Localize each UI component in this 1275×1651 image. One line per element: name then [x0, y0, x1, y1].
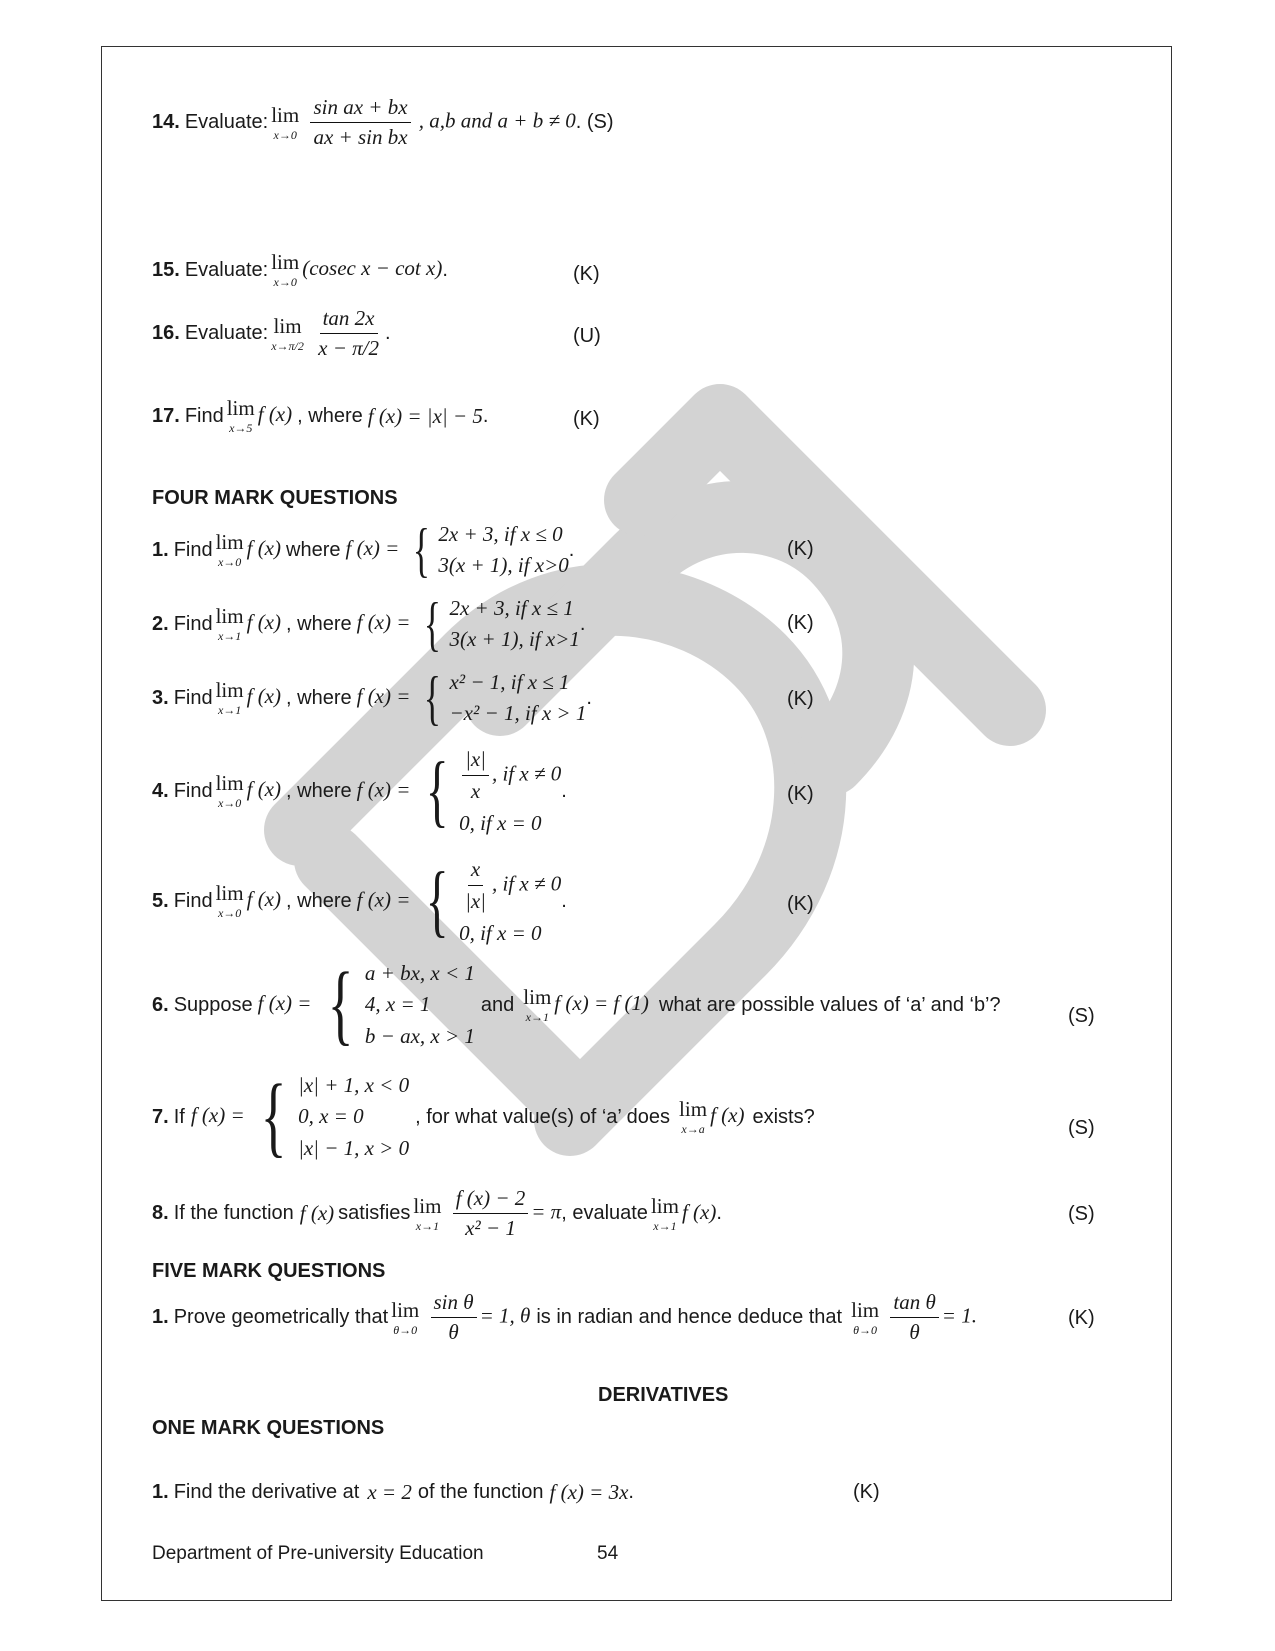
page-number: 54 — [597, 1543, 619, 1564]
fx-2: f (x) — [681, 1199, 717, 1224]
q-tag: (S) — [1068, 1005, 1095, 1027]
expression: (cosec x − cot x) — [302, 255, 443, 280]
q-number: 5. — [152, 889, 169, 912]
five-q-1: 1. Prove geometrically that lim θ→0 $\frac{\text{sin θ}}{\theta}$ = 1, θ is in radian and hence deduce that lim θ→0 $\frac{\text{tan θ}}{\theta}$ = 1. — [152, 1290, 977, 1344]
lhs: f (x) = — [257, 990, 312, 1015]
limit-sub: x→5 — [229, 421, 253, 435]
definition: f (x) = 3x — [549, 1480, 629, 1504]
case-2: 3(x + 1), if x>0 — [438, 553, 569, 577]
case-cond: , if x ≠ 0 — [491, 871, 562, 896]
frac-den: |x| — [465, 889, 486, 914]
case-1: |x| + 1, x < 0 — [298, 1073, 410, 1098]
q-tag: (S) — [1068, 1117, 1095, 1139]
q-tail: . — [579, 612, 586, 635]
frac-den: x² − 1 — [465, 1216, 516, 1240]
q-number: 8. — [152, 1202, 169, 1224]
case-1: a + bx, x < 1 — [364, 961, 475, 986]
q-tail: . — [482, 404, 489, 427]
limit-operator: lim x→0 — [271, 102, 300, 142]
q-text: Find — [173, 612, 213, 635]
case-1: 2x + 3, if x ≤ 1 — [449, 595, 574, 620]
q-number: 6. — [152, 993, 169, 1016]
four-q-7: 7. If f (x) = { |x| + 1, x < 0 0, x = 0 |x| − 1, x > 0 , for what value(s) of ‘a’ does lim x→a f (x) exists? — [152, 1067, 815, 1166]
frac-num: |x| — [462, 746, 489, 776]
q-number: 4. — [152, 779, 169, 802]
limit-sub-2: x→1 — [653, 1218, 677, 1233]
four-q-5: 5. Find lim x→0 f (x) , where f (x) = { $\frac{x}{|x|}$ , if x ≠ 0 0, if x = 0 . — [152, 857, 567, 946]
frac-num: f (x) − 2 — [453, 1186, 529, 1214]
case-2: 4, x = 1 — [364, 992, 431, 1017]
limit-sub: x→0 — [217, 555, 242, 569]
q-text: Find — [173, 686, 213, 709]
case-2: 0, if x = 0 — [459, 920, 542, 945]
fx: f (x) — [246, 887, 282, 912]
section-heading-derivatives: DERIVATIVES — [598, 1384, 729, 1406]
q-mid: , where — [297, 404, 363, 427]
q-tail: . — [561, 779, 567, 802]
q-tail: . — [568, 538, 575, 561]
four-q-1: 1. Find lim x→0 f (x) where f (x) = { 2x + 3, if x ≤ 0 3(x + 1), if x>0 . — [152, 517, 575, 583]
limit-sub: x→1 — [217, 703, 242, 717]
q-tag: (K) — [787, 688, 814, 710]
case-2: 0, if x = 0 — [459, 810, 542, 835]
q-number: 16. — [152, 322, 180, 344]
frac-num: sin ax + bx — [310, 95, 410, 123]
case-1 — [459, 746, 561, 806]
q-mid: and — [480, 993, 515, 1016]
four-q-6: 6. Suppose f (x) = { a + bx, x < 1 4, x = 1 b − ax, x > 1 and lim x→1 f (x) = f (1) what are possible values of ‘a’ and ‘b’? — [152, 955, 1001, 1054]
q-mid: , where — [286, 612, 352, 635]
q-text: Evaluate: — [184, 111, 269, 133]
q-number: 1. — [152, 538, 169, 561]
lhs: f (x) = — [356, 777, 411, 802]
q-number: 15. — [152, 258, 180, 281]
case-3: |x| − 1, x > 0 — [298, 1135, 410, 1160]
frac-den: θ — [448, 1320, 459, 1344]
q-text: Prove geometrically that — [173, 1306, 389, 1328]
case-2: 0, x = 0 — [298, 1104, 364, 1129]
q-text: If — [173, 1105, 185, 1128]
four-q-2: 2. Find lim x→1 f (x) , where f (x) = { 2x + 3, if x ≤ 1 3(x + 1), if x>1 . — [152, 591, 586, 657]
q-number: 1. — [152, 1481, 169, 1503]
q-number: 3. — [152, 686, 169, 709]
case-2: 3(x + 1), if x>1 — [449, 627, 580, 651]
fx: f (x) — [246, 777, 282, 802]
q-mid: , for what value(s) of ‘a’ does — [415, 1105, 671, 1128]
frac-num: sin θ — [431, 1290, 477, 1318]
limit-sub: x→0 — [217, 796, 242, 811]
fx: f (x) — [710, 1102, 745, 1127]
limit-sub: x→π/2 — [271, 338, 304, 353]
frac-num: x — [468, 856, 483, 886]
q-text: Find — [184, 404, 224, 427]
fx: f (x) — [299, 1201, 335, 1225]
limit-sub: x→a — [681, 1122, 705, 1136]
fraction — [310, 95, 410, 150]
q-mid: , where — [286, 779, 352, 802]
section-heading-one-mark: ONE MARK QUESTIONS — [152, 1417, 385, 1439]
q-tag: (K) — [787, 893, 814, 915]
question-16: 16. Evaluate: lim x→π/2 $\frac{\tan 2x}{x - \pi/2}$ . — [152, 306, 391, 360]
limit-sub-2: θ→0 — [853, 1322, 878, 1337]
q-text: Find — [173, 779, 213, 802]
limit-sub: x→0 — [273, 127, 297, 142]
frac-den-2: θ — [909, 1320, 920, 1344]
q-text: Find the derivative at — [173, 1481, 360, 1503]
q-mid-2: , evaluate — [561, 1202, 648, 1224]
limit-sub: x→0 — [217, 906, 242, 921]
four-q-4: 4. Find lim x→0 f (x) , where f (x) = { $\frac{|x|}{x}$ , if x ≠ 0 0, if x = 0 . — [152, 747, 567, 836]
fx: f (x) — [246, 535, 282, 560]
question-15: 15. Evaluate: lim x→0 (cosec x − cot x) . — [152, 250, 448, 289]
case-2: −x² − 1, if x > 1 — [449, 701, 587, 725]
limit-sub: x→1 — [415, 1218, 440, 1233]
question-17: 17. Find lim x→5 f (x) , where f (x) = |x| − 5 . — [152, 396, 489, 435]
frac-num-2: tan θ — [890, 1290, 938, 1318]
q-tag: (K) — [787, 538, 814, 560]
fx: f (x) — [246, 609, 282, 634]
q-tag: (K) — [573, 408, 600, 430]
fx: f (x) — [257, 401, 293, 426]
case-1 — [459, 856, 561, 916]
q-tail: . — [586, 686, 592, 709]
q-number: 1. — [152, 1306, 169, 1328]
equals-2: = 1. — [941, 1303, 977, 1328]
one-q-1 — [152, 1480, 634, 1505]
condition: , a,b and a + b ≠ 0 — [418, 108, 576, 133]
case-1: x² − 1, if x ≤ 1 — [449, 669, 570, 694]
q-text: Evaluate: — [184, 322, 269, 344]
q-mid: , where — [286, 889, 352, 912]
q-tail: exists? — [752, 1105, 815, 1128]
q-tag: . (S) — [575, 111, 614, 133]
q-mid: of the function — [417, 1481, 544, 1503]
frac-den: x — [470, 779, 481, 804]
q-number: 2. — [152, 612, 169, 635]
frac-den: ax + sin bx — [313, 125, 408, 149]
q-tail: . — [384, 322, 391, 344]
footer-department: Department of Pre-university Education — [152, 1543, 484, 1564]
question-14 — [152, 95, 614, 150]
section-heading-four-mark: FOUR MARK QUESTIONS — [152, 487, 398, 509]
limit-expr: f (x) = f (1) — [554, 990, 649, 1015]
fx: f (x) — [246, 683, 282, 708]
limit-sub: x→1 — [525, 1010, 549, 1024]
q-tag: (K) — [787, 612, 814, 634]
case-cond: , if x ≠ 0 — [491, 761, 562, 786]
lhs: f (x) = — [345, 535, 400, 560]
q-text: Evaluate: — [184, 258, 269, 281]
q-tail: what are possible values of ‘a’ and ‘b’? — [658, 993, 1001, 1016]
q-text: Find — [173, 889, 213, 912]
q-mid: , where — [286, 686, 352, 709]
q-mid: satisfies — [338, 1202, 411, 1224]
q-tail: . — [716, 1202, 722, 1224]
q-tag: (U) — [573, 325, 601, 347]
q-tag: (K) — [573, 263, 600, 285]
q-text: Find — [173, 538, 213, 561]
equals: = π — [531, 1199, 562, 1224]
case-1: 2x + 3, if x ≤ 0 — [438, 521, 563, 546]
point: x = 2 — [367, 1480, 412, 1504]
q-mid: is in radian and hence deduce that — [536, 1306, 843, 1328]
q-number: 17. — [152, 404, 180, 427]
limit-sub: x→1 — [217, 629, 242, 643]
q-text: If the function — [173, 1202, 294, 1224]
lhs: f (x) = — [356, 609, 411, 634]
q-tag: (S) — [1068, 1203, 1095, 1225]
frac-num: tan 2x — [320, 306, 378, 334]
q-tag: (K) — [853, 1481, 880, 1503]
definition: f (x) = |x| − 5 — [367, 403, 483, 428]
four-q-8: 8. If the function f (x) satisfies lim x→1 $\frac{f (x) - 2}{\text{x² − 1}}$ = π , evaluate lim x→1 f (x) . — [152, 1186, 722, 1240]
equals: = 1, θ — [479, 1303, 531, 1328]
q-number: 14. — [152, 111, 180, 133]
q-tail: . — [442, 258, 448, 281]
lhs: f (x) = — [190, 1102, 245, 1127]
q-mid: where — [286, 538, 341, 561]
lhs: f (x) = — [356, 683, 411, 708]
lhs: f (x) = — [356, 887, 411, 912]
section-heading-five-mark: FIVE MARK QUESTIONS — [152, 1260, 386, 1282]
case-3: b − ax, x > 1 — [364, 1023, 475, 1048]
q-tail: . — [628, 1481, 634, 1503]
limit-sub: θ→0 — [393, 1322, 418, 1337]
frac-den: x − π/2 — [318, 336, 379, 360]
q-tag: (K) — [1068, 1307, 1095, 1329]
q-tail: . — [561, 889, 567, 912]
four-q-3: 3. Find lim x→1 f (x) , where f (x) = { x² − 1, if x ≤ 1 −x² − 1, if x > 1 . — [152, 665, 592, 731]
q-tag: (K) — [787, 783, 814, 805]
limit-sub: x→0 — [273, 275, 297, 289]
q-text: Suppose — [173, 993, 253, 1016]
q-number: 7. — [152, 1105, 169, 1128]
